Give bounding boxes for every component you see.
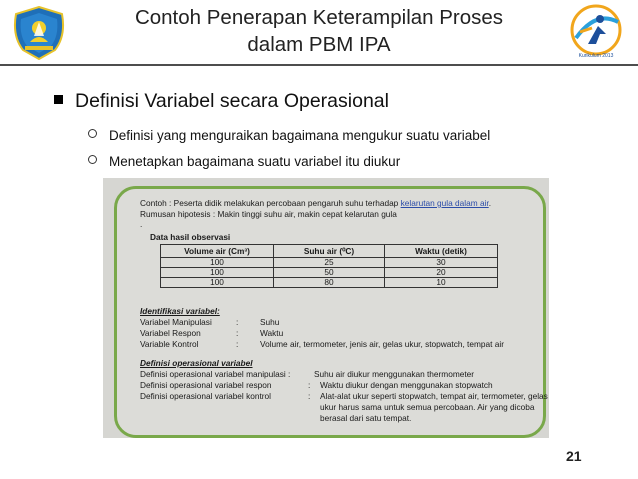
main-bullet-label: Definisi Variabel secara Operasional (75, 90, 389, 112)
identifikasi-row: Variabel Manipulasi : Suhu (140, 317, 280, 327)
table-cell: 25 (274, 258, 385, 268)
main-bullet (54, 90, 389, 113)
table-header-cell: Waktu (detik) (385, 245, 498, 258)
identifikasi-row: Variabel Respon : Waktu (140, 328, 284, 338)
table-cell: 10 (385, 278, 498, 288)
sub-bullet (88, 154, 400, 169)
table-cell: 50 (274, 268, 385, 278)
definisi-continuation: ukur harus sama untuk semua percobaan. Air yang dicoba (320, 402, 535, 412)
circle-bullet-icon (88, 129, 97, 138)
square-bullet-icon (54, 95, 63, 104)
page-title (80, 4, 558, 58)
definisi-continuation: berasal dari satu tempat. (320, 413, 412, 423)
table-cell: 100 (161, 268, 274, 278)
title-line-2: dalam PBM IPA (247, 33, 391, 56)
tut-wuri-handayani-logo-icon (10, 6, 68, 60)
table-cell: 20 (385, 268, 498, 278)
sub-bullet (88, 128, 490, 143)
table-header-cell: Suhu air (⁰C) (274, 245, 385, 258)
identifikasi-row: Variable Kontrol : Volume air, termometer, jenis air, gelas ukur, stopwatch, tempat air (140, 339, 504, 349)
table-row (161, 258, 498, 268)
table-row (161, 278, 498, 288)
table-header-row (161, 245, 498, 258)
identifikasi-title: Identifikasi variabel: (140, 306, 220, 316)
contoh-link: kelarutan gula dalam air (400, 198, 489, 208)
title-line-1: Contoh Penerapan Keterampilan Proses (134, 6, 504, 29)
table-cell: 30 (385, 258, 498, 268)
example-dot: . (140, 219, 143, 229)
example-hipotesis: Rumusan hipotesis : Makin tinggi suhu air, makin cepat kelarutan gula (140, 209, 397, 219)
table-cell: 100 (161, 278, 274, 288)
circle-bullet-icon (88, 155, 97, 164)
sub-bullet-text: Definisi yang menguraikan bagaimana mengukur suatu variabel (109, 128, 491, 143)
title-divider (0, 64, 638, 66)
table-title: Data hasil observasi (150, 232, 231, 242)
example-contoh: Contoh : Peserta didik melakukan percobaan pengaruh suhu terhadap kelarutan gula dalam air. (140, 198, 492, 208)
sub-bullet-text: Menetapkan bagaimana suatu variabel itu diukur (109, 154, 401, 169)
definisi-row: Definisi operasional variabel respon : Waktu diukur dengan menggunakan stopwatch (140, 380, 493, 390)
definisi-row: Definisi operasional variabel kontrol : Alat-alat ukur seperti stopwatch, tempat air, termometer, gelas (140, 391, 548, 401)
table-row (161, 268, 498, 278)
definisi-row: Definisi operasional variabel manipulasi : Suhu air diukur menggunakan thermometer (140, 369, 475, 379)
page-number: 21 (566, 448, 582, 464)
observation-table (160, 244, 498, 288)
table-cell: 100 (161, 258, 274, 268)
kurikulum-2013-logo-icon (566, 4, 626, 60)
logo-caption: Kurikulum 2013 (578, 53, 614, 59)
table-cell: 80 (274, 278, 385, 288)
table-header-cell: Volume air (Cm³) (161, 245, 274, 258)
definisi-title: Definisi operasional variabel (140, 358, 253, 368)
